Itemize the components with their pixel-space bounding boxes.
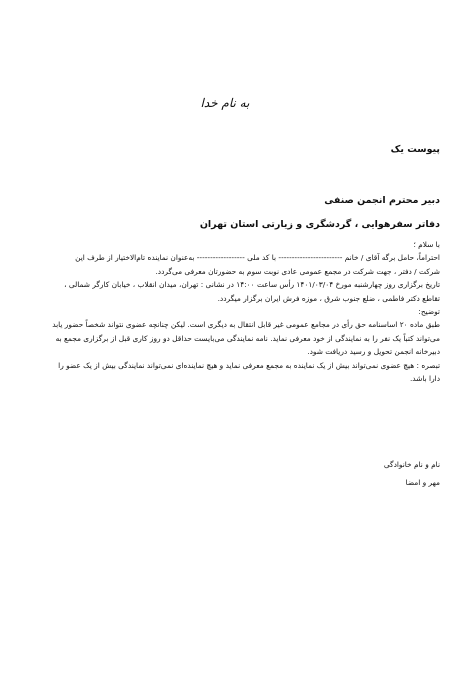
recipient-organization: دفاتر سفرهوایی ، گردشگری و زیارتی استان تهران xyxy=(199,219,440,230)
signature-stamp-label: مهر و امضا xyxy=(405,478,440,487)
invocation-heading: به نام خدا xyxy=(200,96,250,110)
body-line: تقاطع دکتر فاطمی ، ضلع جنوب شرق ، موزه فرش ایران برگزار میگردد. xyxy=(217,293,440,303)
body-line: دبیرخانه انجمن تحویل و رسید دریافت شود. xyxy=(307,347,440,357)
body-line: طبق ماده ۲۰ اساسنامه حق رأی در مجامع عمومی غیر قابل انتقال به دیگری است. لیکن چنانچه عضوی نتواند شخصاً حضور یابد xyxy=(52,320,440,330)
signature-name-label: نام و نام خانوادگی xyxy=(383,460,440,469)
body-line: توضیح: xyxy=(418,307,440,317)
letter-body xyxy=(10,238,440,385)
recipient-title: دبیر محترم انجمن صنفی xyxy=(324,195,440,206)
body-line: دارا باشد. xyxy=(409,374,440,384)
body-line: احتراماً، حامل برگه آقای / خانم ------------------------ با کد ملی ------------------ به‌عنوان نماینده تام‌الاختیار از طرف این xyxy=(75,253,440,263)
body-line: تبصره : هیچ عضوی نمی‌تواند بیش از یک نماینده به مجمع معرفی نماید و هیچ نماینده‌ای نمی‌تواند نمایندگی بیش از یک عضو را xyxy=(58,360,440,370)
body-line: شرکت / دفتر ، جهت شرکت در مجمع عمومی عادی نوبت سوم به حضورتان معرفی می‌گردد. xyxy=(155,266,440,276)
attachment-title: پیوست یک xyxy=(390,144,440,155)
salutation: با سلام ؛ xyxy=(413,240,440,249)
body-line: تاریخ برگزاری روز چهارشنبه مورخ ۱۴۰۱/۰۳/۰۴ رأس ساعت ۱۴:۰۰ در نشانی : تهران، میدان انقلاب ، خیابان کارگر شمالی ، xyxy=(64,280,440,290)
body-line: می‌تواند کتباً یک نفر را به نمایندگی از خود معرفی نماید. نامه نمایندگی می‌بایست حداقل دو روز کاری قبل از برگزاری مجمع به xyxy=(55,333,440,343)
